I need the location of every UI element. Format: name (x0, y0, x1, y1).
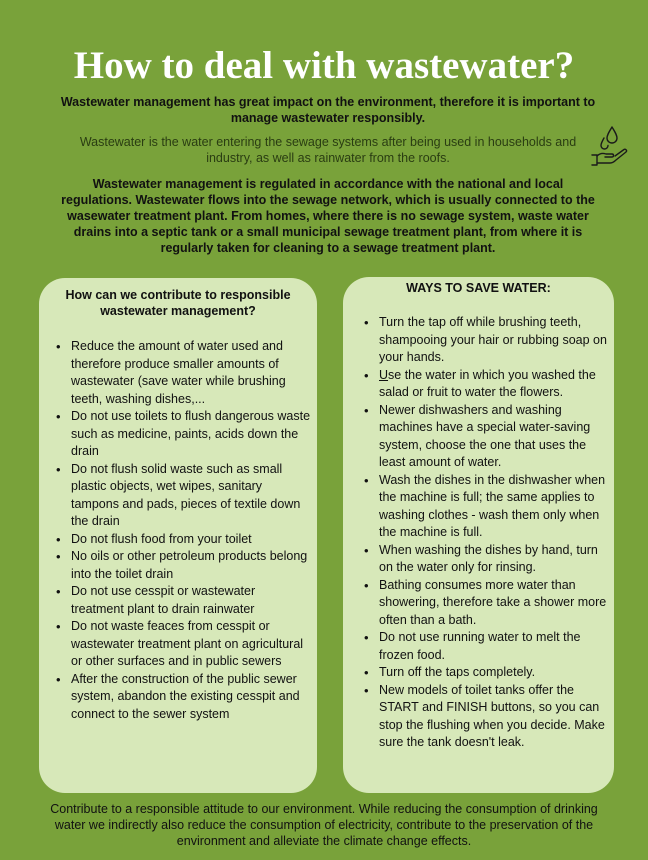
contribute-card (39, 278, 317, 793)
list-item: • Reduce the amount of water used and therefore produce smaller amounts of wastewater (save water while brushing teeth, washing dishes,... (53, 338, 311, 408)
list-item: • Use the water in which you washed the salad or fruit to water the flowers. (361, 367, 611, 402)
save-water-heading: WAYS TO SAVE WATER: (406, 281, 551, 295)
list-item: • Turn the tap off while brushing teeth, shampooing your hair or rubbing soap on your hands. (361, 314, 611, 367)
list-item: • Bathing consumes more water than showering, therefore take a shower more often than a bath. (361, 577, 611, 630)
list-item: • Wash the dishes in the dishwasher when the machine is full; the same applies to washing clothes - wash them only when the machine is full. (361, 472, 611, 542)
list-item: • After the construction of the public sewer system, abandon the existing cesspit and connect to the sewer system (53, 671, 311, 724)
water-drops-in-hand-icon (590, 125, 630, 167)
list-item: • Newer dishwashers and washing machines have a special water-saving system, choose the one that uses the least amount of water. (361, 402, 611, 472)
list-item: • Do not waste feaces from cesspit or wastewater treatment plant on agricultural or other surfaces and in public sewers (53, 618, 311, 671)
list-item: • Do not use cesspit or wastewater treatment plant to drain rainwater (53, 583, 311, 618)
list-item: • Do not flush food from your toilet (53, 531, 311, 549)
definition-text: Wastewater is the water entering the sewage systems after being used in households and industry, as well as rainwater from the roofs. (79, 135, 577, 165)
page-title: How to deal with wastewater? (73, 44, 575, 87)
contribute-list (53, 338, 311, 723)
footer-text: Contribute to a responsible attitude to our environment. While reducing the consumption of drinking water we indirectly also reduce the consumption of electricity, contribute to the preservation of the environment and alleviate the climate change effects. (50, 802, 598, 848)
save-water-list (361, 314, 611, 752)
list-item: • When washing the dishes by hand, turn on the water only for rinsing. (361, 542, 611, 577)
list-item: • Do not flush solid waste such as small plastic objects, wet wipes, sanitary tampons and pads, pieces of textile down the drain (53, 461, 311, 531)
list-item: • Do not use toilets to flush dangerous waste such as medicine, paints, acids down the drain (53, 408, 311, 461)
list-item: • Turn off the taps completely. (361, 664, 611, 682)
list-item: • Do not use running water to melt the frozen food. (361, 629, 611, 664)
list-item: • New models of toilet tanks offer the START and FINISH buttons, so you can stop the flushing when you decide. Make sure the tank doesn't leak. (361, 682, 611, 752)
contribute-heading: How can we contribute to responsible wastewater management? (65, 288, 291, 318)
save-water-card (343, 277, 614, 793)
regulation-text: Wastewater management is regulated in accordance with the national and local regulations. Wastewater flows into the sewage network, which is usually connected to the wasewater treatment plant. From homes, where there is no sewage system, waste water drains into a septic tank or a small municipal sewage treatment plant, from where it is regularly taken for cleaning to a sewage treatment plant. (61, 177, 595, 255)
list-item: • No oils or other petroleum products belong into the toilet drain (53, 548, 311, 583)
lead-text: Wastewater management has great impact on the environment, therefore it is important to manage wastewater responsibly. (60, 95, 596, 125)
